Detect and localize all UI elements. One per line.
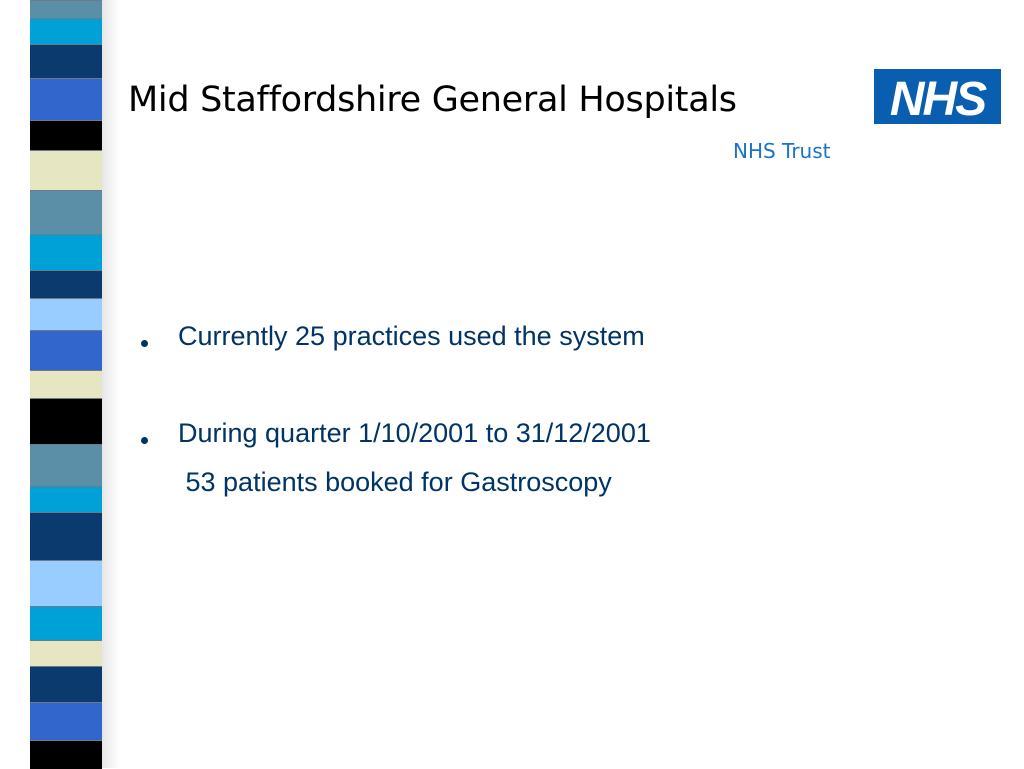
logo-text: NHS (889, 73, 986, 124)
stripe-segment (30, 640, 102, 667)
stripe-segment (30, 298, 102, 331)
bullet-item-1: Currently 25 practices used the system (178, 321, 645, 351)
stripe-segment (30, 0, 102, 19)
stripe-segment (30, 234, 102, 271)
stripe-segment (30, 702, 102, 741)
page-subtitle: NHS Trust (733, 139, 831, 163)
stripe-segment (30, 190, 102, 235)
nhs-logo (874, 69, 1001, 124)
stripe-segment (30, 78, 102, 121)
stripe-segment (30, 370, 102, 399)
stripe-segment (30, 150, 102, 191)
stripe-segment (30, 18, 102, 45)
page-title: Mid Staffordshire General Hospitals (128, 80, 737, 120)
decorative-stripe-bar (30, 0, 102, 768)
stripe-segment (30, 560, 102, 607)
stripe-segment (30, 270, 102, 299)
bullet-item-2-line-2: 53 patients booked for Gastroscopy (178, 467, 612, 497)
stripe-segment (30, 486, 102, 513)
stripe-segment (30, 740, 102, 769)
stripe-segment (30, 330, 102, 371)
bullet-marker (141, 340, 148, 347)
stripe-segment (30, 512, 102, 561)
stripe-segment (30, 398, 102, 445)
stripe-segment (30, 606, 102, 641)
bullet-item-2-line-1: During quarter 1/10/2001 to 31/12/2001 (178, 418, 651, 448)
stripe-segment (30, 120, 102, 151)
stripe-segment (30, 666, 102, 703)
stripe-segment (30, 444, 102, 487)
bullet-marker (141, 437, 148, 444)
stripe-segment (30, 44, 102, 79)
